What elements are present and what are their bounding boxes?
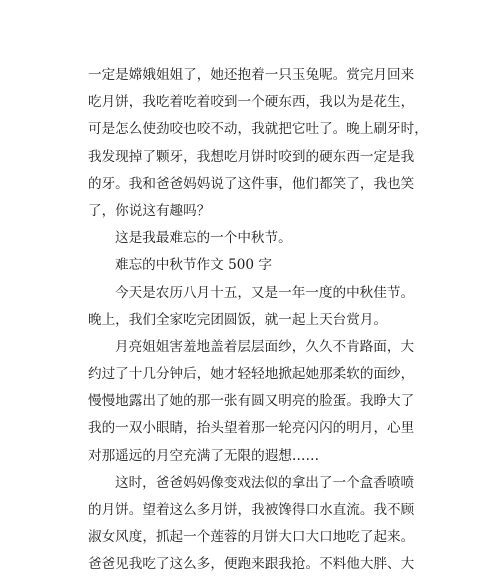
text-line: 对那遥远的月空充满了无限的遐想…… (88, 447, 320, 464)
text-line: 爸爸见我吃了这么多，便跑来跟我抢。不料他大胖、大 (88, 556, 415, 573)
text-line: 一定是嫦娥姐姐了，她还抱着一只玉兔呢。赏完月回来 (88, 67, 415, 83)
text-line: 今天是农历八月十五，又是一年一度的中秋佳节。 (115, 284, 415, 301)
text-line: 可是怎么使劲咬也咬不动，我就把它吐了。晚上刷牙时， (88, 121, 428, 138)
text-line: 淑女风度，抓起一个莲蓉的月饼大口大口地吃了起来。 (88, 529, 415, 546)
text-line: 慢慢地露出了她的那一张有圆又明亮的脸蛋。我睁大了 (88, 393, 415, 410)
text-line: 了，你说这有趣吗？ (88, 202, 211, 219)
essay-text (88, 62, 428, 579)
essay-title: 难忘的中秋节作文 500 字 (115, 257, 272, 274)
text-line: 我的一双小眼睛，抬头望着那一轮亮闪闪的明月，心里 (88, 420, 415, 437)
text-line: 晚上，我们全家吃完团圆饭，就一起上天台赏月。 (88, 311, 388, 328)
text-line: 约过了十几分钟后，她才轻轻地掀起她那柔软的面纱， (88, 366, 415, 383)
text-line: 的牙。我和爸爸妈妈说了这件事，他们都笑了，我也笑 (88, 175, 415, 192)
text-line: 这时，爸爸妈妈像变戏法似的拿出了一个盒香喷喷 (115, 474, 415, 491)
text-line: 这是我最难忘的一个中秋节。 (115, 230, 292, 247)
text-line: 月亮姐姐害羞地盖着层层面纱，久久不肯路面，大 (115, 338, 415, 355)
text-line: 的月饼。望着这么多月饼，我被馋得口水直流。我不顾 (88, 502, 415, 518)
text-line: 我发现掉了颗牙，我想吃月饼时咬到的硬东西一定是我 (88, 148, 415, 165)
text-line: 吃月饼，我吃着吃着咬到一个硬东西，我以为是花生， (88, 94, 415, 111)
